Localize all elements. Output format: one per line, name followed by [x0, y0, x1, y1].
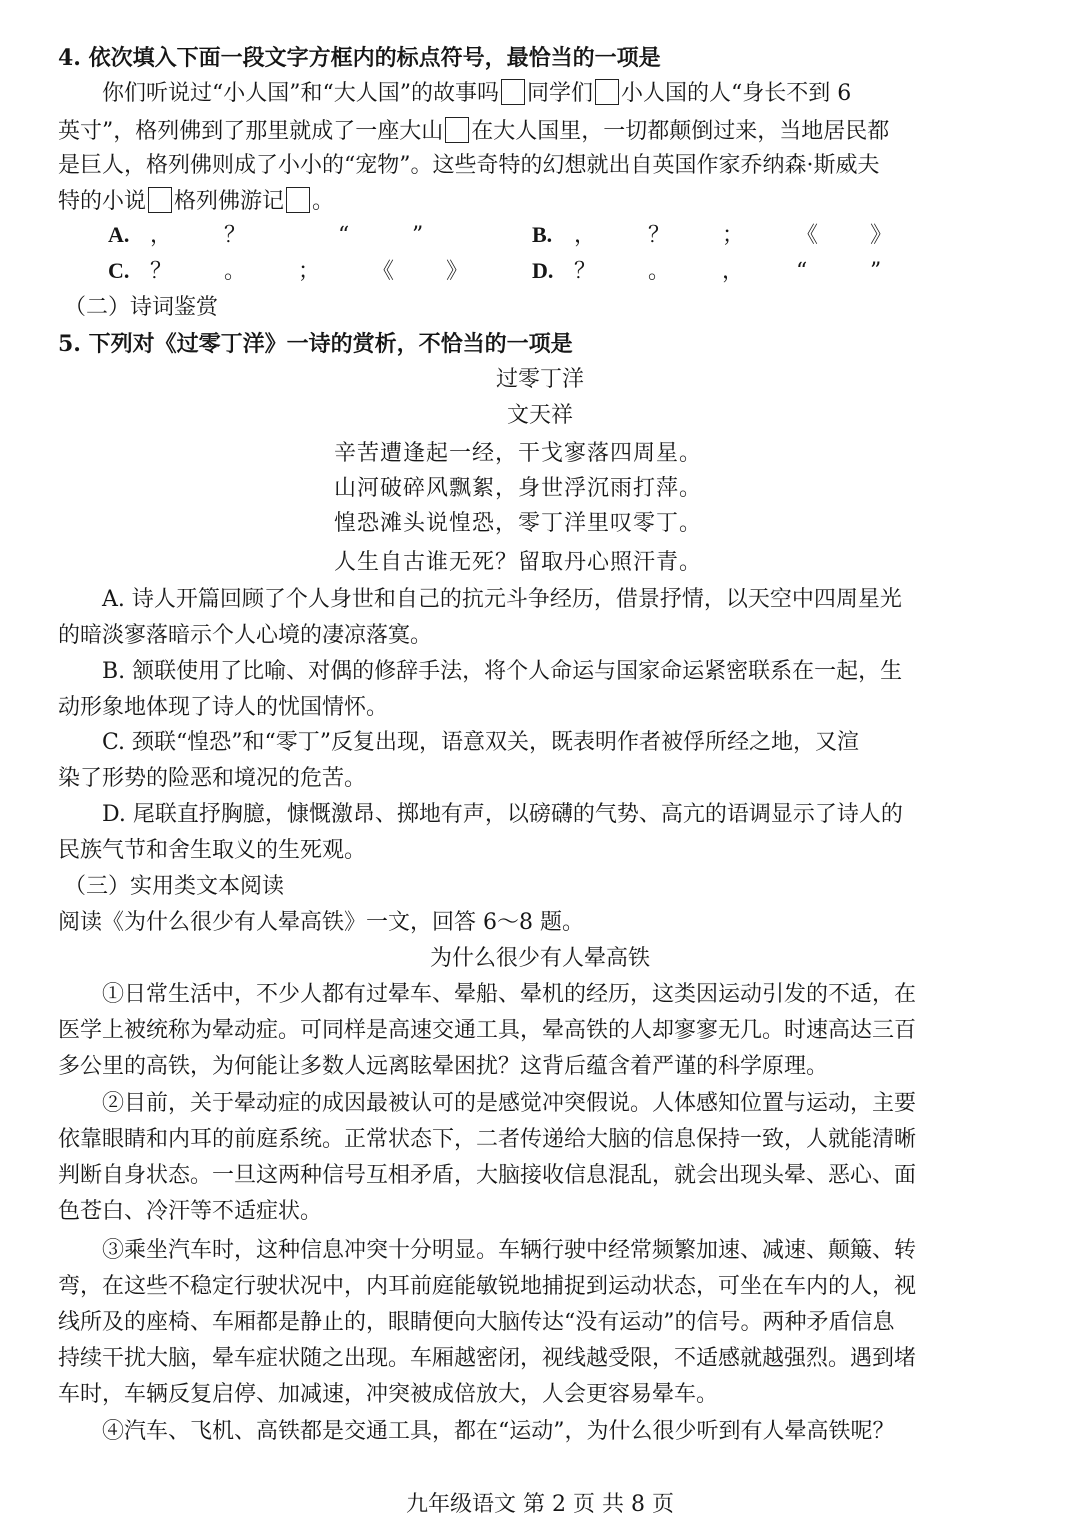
poem-line-2: 山河破碎风飘絮，身世浮沉雨打萍。 — [334, 476, 703, 501]
blank-box-4 — [148, 187, 172, 213]
q4-option-c: C. ？ 。 ； 《 》 — [108, 258, 469, 284]
para1-line1: ①日常生活中，不少人都有过晕车、晕船、晕机的经历，这类因运动引发的不适，在 — [102, 982, 917, 1007]
blank-box-5 — [286, 187, 310, 213]
q5-option-b-line1: B. 颔联使用了比喻、对偶的修辞手法，将个人命运与国家命运紧密联系在一起，生 — [102, 659, 903, 684]
blank-box-2 — [595, 79, 619, 105]
blank-box-3 — [445, 117, 469, 143]
blank-box-1 — [501, 79, 525, 105]
poem-author: 文天祥 — [506, 403, 573, 428]
q5-option-a-line1: A. 诗人开篇回顾了个人身世和自己的抗元斗争经历，借景抒情，以天空中四周星光 — [102, 587, 902, 612]
poem-title: 过零丁洋 — [495, 367, 584, 392]
para2-line2: 依靠眼睛和内耳的前庭系统。正常状态下，二者传递给大脑的信息保持一致，人就能清晰 — [58, 1127, 917, 1152]
section-heading-reading: （三）实用类文本阅读 — [64, 874, 285, 899]
para4-line1: ④汽车、飞机、高铁都是交通工具，都在“运动”，为什么很少听到有人晕高铁呢？ — [102, 1419, 895, 1444]
q4-option-a: A. ， ？ “ ” — [108, 222, 424, 248]
para1-line3: 多公里的高铁，为何能让多数人远离眩晕困扰？这背后蕴含着严谨的科学原理。 — [58, 1054, 829, 1079]
q4-text-line4: 特的小说 格列佛游记 。 — [58, 189, 335, 214]
q4-option-d: D. ？ 。 ， “ ” — [532, 258, 882, 284]
q5-option-b-line2: 动形象地体现了诗人的忧国情怀。 — [58, 695, 389, 720]
para2-line3: 判断自身状态。一旦这两种信号互相矛盾，大脑接收信息混乱，就会出现头晕、恶心、面 — [58, 1163, 917, 1188]
q5-option-c-line2: 染了形势的险恶和境况的危苦。 — [58, 766, 367, 791]
q4-title: 4. 依次填入下面一段文字方框内的标点符号，最恰当的一项是 — [58, 45, 661, 71]
para2-line1: ②目前，关于晕动症的成因最被认可的是感觉冲突假说。人体感知位置与运动，主要 — [102, 1091, 917, 1116]
section-heading-poetry: （二）诗词鉴赏 — [64, 295, 219, 320]
para3-line2: 弯，在这些不稳定行驶状况中，内耳前庭能敏锐地捕捉到运动状态，可坐在车内的人，视 — [58, 1274, 917, 1299]
para3-line3: 线所及的座椅、车厢都是静止的，眼睛便向大脑传达“没有运动”的信号。两种矛盾信息 — [58, 1310, 895, 1335]
q5-option-c-line1: C. 颈联“惶恐”和“零丁”反复出现，语意双关，既表明作者被俘所经之地，又渲 — [102, 730, 860, 755]
page-footer: 九年级语文 第 2 页 共 8 页 — [406, 1492, 674, 1517]
poem-line-4: 人生自古谁无死？留取丹心照汗青。 — [334, 550, 703, 575]
q5-title: 5. 下列对《过零丁洋》一诗的赏析，不恰当的一项是 — [58, 331, 573, 357]
q5-option-d-line1: D. 尾联直抒胸臆，慷慨激昂、掷地有声，以磅礴的气势、高亢的语调显示了诗人的 — [102, 802, 903, 827]
q4-text-line3: 是巨人，格列佛则成了小小的“宠物”。这些奇特的幻想就出自英国作家乔纳森·斯威夫 — [58, 153, 880, 178]
q4-text-line2: 英寸”，格列佛到了那里就成了一座大山 在大人国里，一切都颠倒过来，当地居民都 — [58, 119, 890, 144]
q4-text-line1: 你们听说过“小人国”和“大人国”的故事吗 同学们 小人国的人“身长不到 6 — [102, 81, 852, 106]
q5-option-a-line2: 的暗淡寥落暗示个人心境的凄凉落寞。 — [58, 623, 433, 648]
para3-line4: 持续干扰大脑，晕车症状随之出现。车厢越密闭，视线越受限，不适感就越强烈。遇到堵 — [58, 1346, 917, 1371]
para3-line5: 车时，车辆反复启停、加减速，冲突被成倍放大，人会更容易晕车。 — [58, 1382, 719, 1407]
q5-option-d-line2: 民族气节和舍生取义的生死观。 — [58, 838, 367, 863]
poem-line-1: 辛苦遭逢起一经，干戈寥落四周星。 — [334, 441, 703, 466]
para2-line4: 色苍白、冷汗等不适症状。 — [58, 1199, 323, 1224]
q4-option-b: B. ， ？ ； 《 》 — [532, 222, 893, 248]
article-title: 为什么很少有人晕高铁 — [429, 946, 650, 971]
poem-line-3: 惶恐滩头说惶恐，零丁洋里叹零丁。 — [334, 511, 703, 536]
reading-intro: 阅读《为什么很少有人晕高铁》一文，回答 6～8 题。 — [58, 910, 584, 935]
para1-line2: 医学上被统称为晕动症。可同样是高速交通工具，晕高铁的人却寥寥无几。时速高达三百 — [58, 1018, 917, 1043]
para3-line1: ③乘坐汽车时，这种信息冲突十分明显。车辆行驶中经常频繁加速、减速、颠簸、转 — [102, 1238, 917, 1263]
